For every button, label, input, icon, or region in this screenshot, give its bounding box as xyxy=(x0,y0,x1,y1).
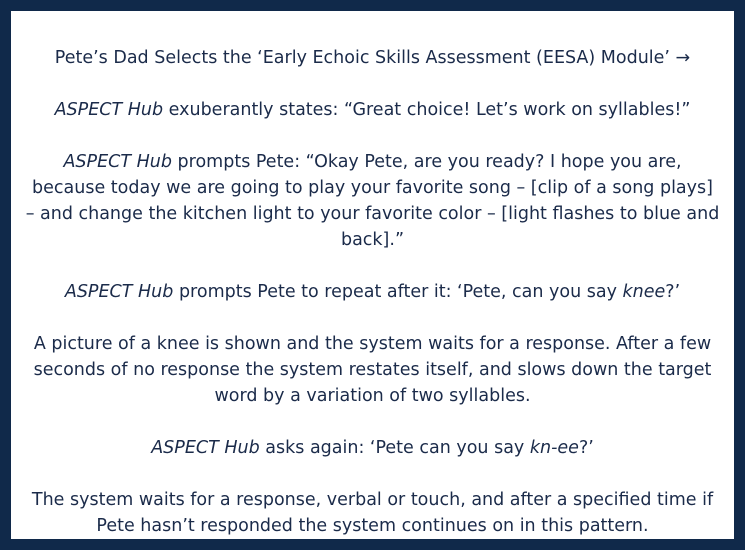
hub-name: ASPECT Hub xyxy=(151,438,260,458)
scenario-title: Pete’s Dad Selects the ‘Early Echoic Skills Assessment (EESA) Module’ → xyxy=(54,48,691,68)
hub-repeat-end: ?’ xyxy=(665,282,681,302)
hub-asks-end: ?’ xyxy=(578,438,594,458)
hub-prompt-paragraph xyxy=(25,149,720,253)
hub-name: ASPECT Hub xyxy=(63,152,172,172)
hub-asks-line xyxy=(25,435,720,461)
hub-name: ASPECT Hub xyxy=(54,100,164,120)
hub-exuberant-text: exuberantly states: “Great choice! Let’s work on syllables!” xyxy=(163,100,691,120)
system-waits-paragraph: The system waits for a response, verbal or touch, and after a specified time if Pete hasn’t responded the system continues on in this pattern. xyxy=(31,490,714,536)
hub-repeat-text: prompts Pete to repeat after it: ‘Pete, can you say xyxy=(173,282,623,302)
picture-response-paragraph: A picture of a knee is shown and the system waits for a response. After a few seconds of no response the system restates itself, and slows down the target word by a variation of two syllables. xyxy=(33,334,712,406)
hub-prompt-text: prompts Pete: “Okay Pete, are you ready? I hope you are, because today we are going to play your favorite song – [clip of a song plays] – and change the kitchen light to your favorite color – [light flashes to blue and back].” xyxy=(25,152,720,250)
hub-exuberant-line xyxy=(25,97,720,123)
target-word: knee xyxy=(622,282,666,302)
hub-repeat-line xyxy=(25,279,720,305)
slowed-target-word: kn-ee xyxy=(529,438,579,458)
hub-name: ASPECT Hub xyxy=(64,282,174,302)
hub-asks-text: asks again: ‘Pete can you say xyxy=(259,438,530,458)
scenario-text-block xyxy=(25,45,720,539)
